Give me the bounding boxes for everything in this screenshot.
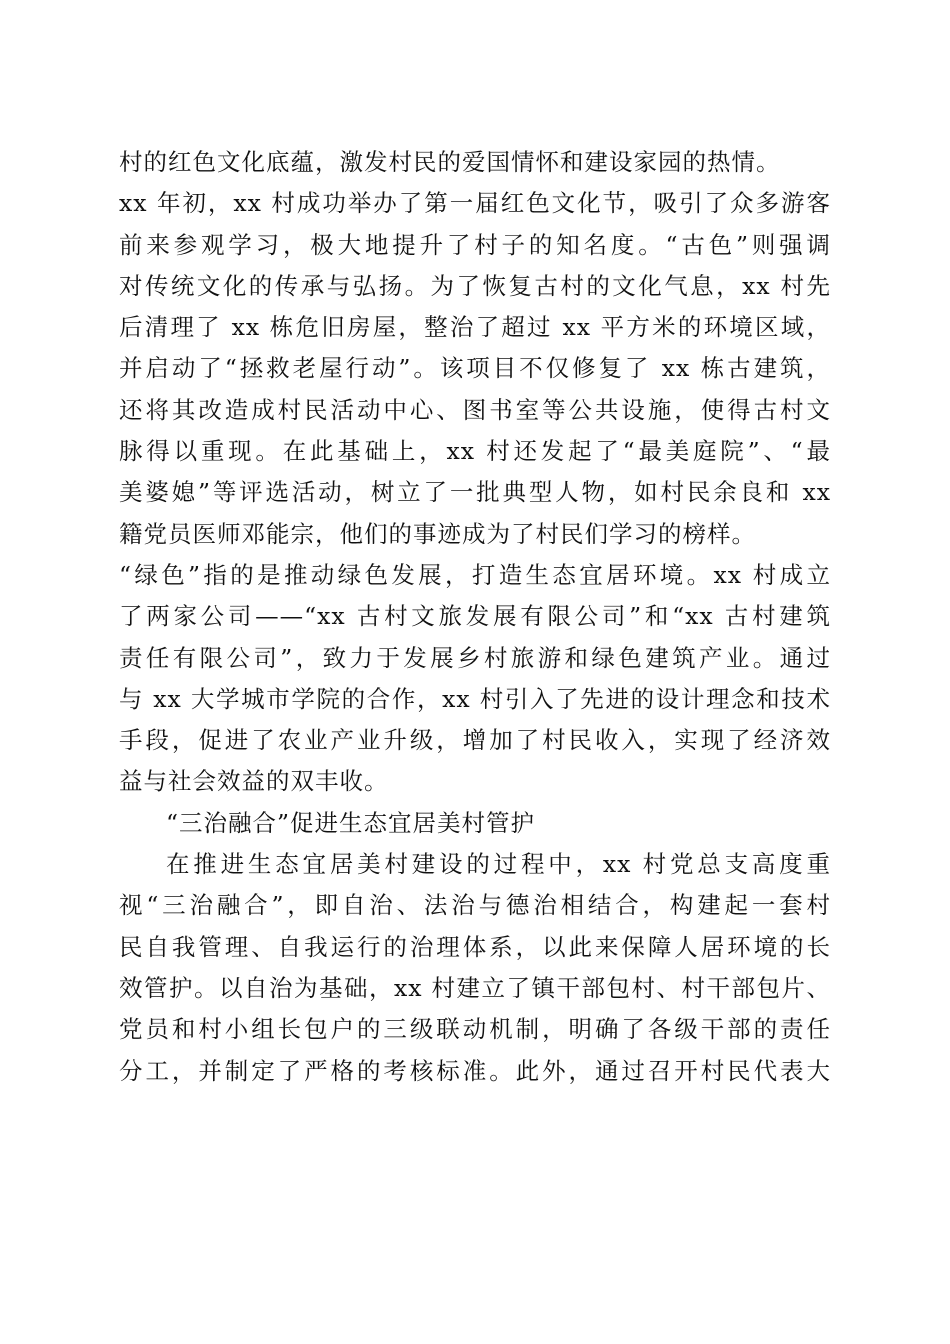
body-line: 在推进生态宜居美村建设的过程中，xx 村党总支高度重 — [166, 850, 831, 879]
body-line: 村的红色文化底蕴，激发村民的爱国情怀和建设家园的热情。 — [119, 148, 781, 176]
body-line: 后清理了 xx 栋危旧房屋，整治了超过 xx 平方米的环境区域， — [119, 313, 831, 342]
body-line: 与 xx 大学城市学院的合作，xx 村引入了先进的设计理念和技术 — [119, 684, 831, 713]
body-line: 了两家公司——“xx 古村文旅发展有限公司”和“xx 古村建筑 — [119, 602, 831, 631]
body-line: 对传统文化的传承与弘扬。为了恢复古村的文化气息，xx 村先 — [119, 271, 831, 300]
section-heading: “三治融合”促进生态宜居美村管护 — [166, 808, 536, 837]
body-line: 分工，并制定了严格的考核标准。此外，通过召开村民代表大 — [119, 1056, 831, 1085]
body-line: 效管护。以自治为基础，xx 村建立了镇干部包村、村干部包片、 — [119, 973, 831, 1002]
body-line: 籍党员医师邓能宗，他们的事迹成为了村民们学习的榜样。 — [119, 519, 756, 548]
body-line: 益与社会效益的双丰收。 — [119, 767, 389, 796]
document-body — [119, 142, 831, 1092]
body-line: 脉得以重现。在此基础上，xx 村还发起了“最美庭院”、“最 — [119, 437, 831, 466]
body-line: 党员和村小组长包户的三级联动机制，明确了各级干部的责任 — [119, 1015, 831, 1044]
body-line: xx 年初，xx 村成功举办了第一届红色文化节，吸引了众多游客 — [119, 189, 831, 218]
body-line: 民自我管理、自我运行的治理体系，以此来保障人居环境的长 — [119, 932, 831, 961]
body-line: “绿色”指的是推动绿色发展，打造生态宜居环境。xx 村成立 — [119, 560, 831, 589]
body-line: 还将其改造成村民活动中心、图书室等公共设施，使得古村文 — [119, 395, 831, 424]
body-line: 前来参观学习，极大地提升了村子的知名度。“古色”则强调 — [119, 230, 831, 259]
body-line: 责任有限公司”，致力于发展乡村旅游和绿色建筑产业。通过 — [119, 643, 831, 672]
body-line: 并启动了“拯救老屋行动”。该项目不仅修复了 xx 栋古建筑， — [119, 354, 831, 383]
body-line: 视“三治融合”，即自治、法治与德治相结合，构建起一套村 — [119, 891, 831, 920]
body-line: 美婆媳”等评选活动，树立了一批典型人物，如村民余良和 xx — [119, 478, 831, 507]
body-line: 手段，促进了农业产业升级，增加了村民收入，实现了经济效 — [119, 726, 831, 755]
